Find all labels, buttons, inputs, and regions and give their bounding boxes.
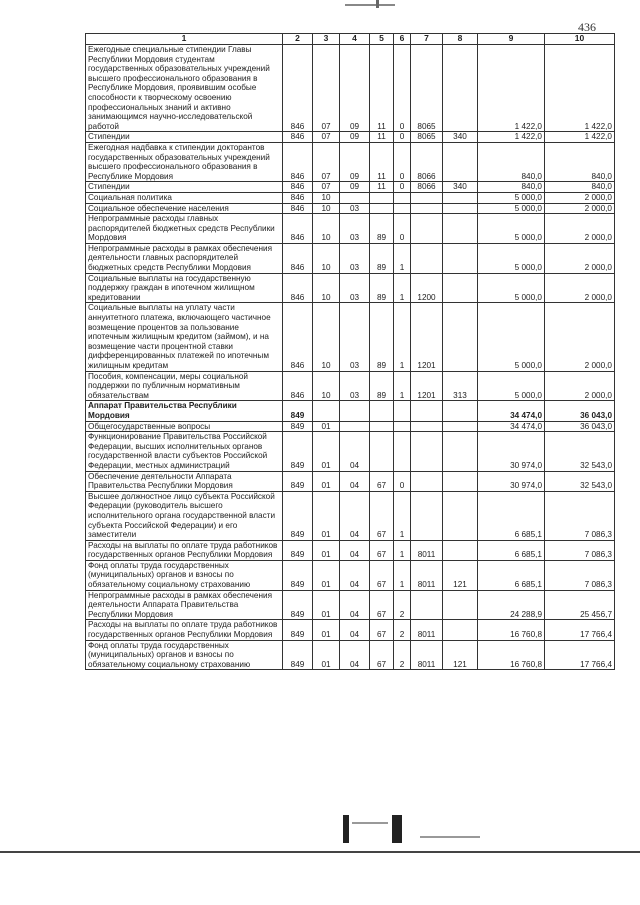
- row-code-expense-type: [443, 620, 478, 640]
- row-amount-year2: 2 000,0: [545, 273, 615, 303]
- row-amount-year1: 16 760,8: [478, 620, 545, 640]
- row-code-program: 89: [370, 371, 394, 401]
- row-amount-year1: 30 974,0: [478, 432, 545, 471]
- row-name: Расходы на выплаты по оплате труда работников государственных органов Республики Мордовия: [86, 540, 283, 560]
- row-code-admin: 849: [283, 421, 313, 432]
- row-code-subsection: 03: [340, 371, 370, 401]
- row-name: Стипендии: [86, 132, 283, 143]
- row-amount-year1: 5 000,0: [478, 303, 545, 371]
- row-amount-year2: 17 766,4: [545, 640, 615, 670]
- row-code-expense-type: 121: [443, 560, 478, 590]
- row-code-program: 11: [370, 45, 394, 132]
- row-code-item: 8065: [411, 132, 443, 143]
- row-code-expense-type: [443, 432, 478, 471]
- row-code-subsection: 09: [340, 132, 370, 143]
- row-amount-year2: 2 000,0: [545, 243, 615, 273]
- row-amount-year1: 5 000,0: [478, 192, 545, 203]
- row-code-expense-type: [443, 273, 478, 303]
- row-code-section: 01: [313, 590, 340, 620]
- row-code-item: [411, 243, 443, 273]
- row-code-subprogram: 0: [394, 142, 411, 181]
- row-code-expense-type: [443, 471, 478, 491]
- row-code-expense-type: 313: [443, 371, 478, 401]
- row-code-section: 01: [313, 560, 340, 590]
- row-amount-year1: 6 685,1: [478, 540, 545, 560]
- table-row: [86, 132, 615, 143]
- scan-artifact: [392, 815, 402, 843]
- row-amount-year2: 840,0: [545, 182, 615, 193]
- row-code-subsection: 04: [340, 620, 370, 640]
- row-code-subprogram: 0: [394, 182, 411, 193]
- row-amount-year2: 17 766,4: [545, 620, 615, 640]
- column-header: 4: [340, 34, 370, 45]
- row-code-section: 10: [313, 243, 340, 273]
- row-amount-year2: 32 543,0: [545, 471, 615, 491]
- row-amount-year1: 5 000,0: [478, 243, 545, 273]
- table-row: [86, 421, 615, 432]
- row-amount-year2: 2 000,0: [545, 371, 615, 401]
- page-bottom-rule: [0, 851, 640, 853]
- row-code-subsection: [340, 421, 370, 432]
- row-code-subsection: 04: [340, 540, 370, 560]
- row-code-admin: 849: [283, 560, 313, 590]
- row-code-section: 01: [313, 471, 340, 491]
- row-code-item: [411, 421, 443, 432]
- row-code-subsection: 04: [340, 491, 370, 540]
- row-code-section: 07: [313, 182, 340, 193]
- row-code-expense-type: [443, 192, 478, 203]
- row-code-expense-type: 121: [443, 640, 478, 670]
- row-code-admin: 846: [283, 192, 313, 203]
- row-code-subprogram: [394, 421, 411, 432]
- row-code-item: 8066: [411, 182, 443, 193]
- row-code-admin: 849: [283, 432, 313, 471]
- row-amount-year1: 1 422,0: [478, 132, 545, 143]
- row-code-subprogram: 0: [394, 45, 411, 132]
- table-row: [86, 432, 615, 471]
- row-code-subprogram: 0: [394, 132, 411, 143]
- column-header: 9: [478, 34, 545, 45]
- row-amount-year1: 5 000,0: [478, 203, 545, 214]
- row-code-item: 8011: [411, 540, 443, 560]
- row-code-expense-type: [443, 401, 478, 421]
- row-amount-year2: 32 543,0: [545, 432, 615, 471]
- row-code-subsection: 03: [340, 273, 370, 303]
- row-amount-year1: 840,0: [478, 182, 545, 193]
- row-code-subsection: 03: [340, 303, 370, 371]
- column-header: 3: [313, 34, 340, 45]
- row-code-subsection: 04: [340, 590, 370, 620]
- row-code-subsection: 03: [340, 243, 370, 273]
- column-header: 10: [545, 34, 615, 45]
- row-code-subprogram: 1: [394, 560, 411, 590]
- row-code-admin: 846: [283, 203, 313, 214]
- row-amount-year1: 34 474,0: [478, 421, 545, 432]
- row-code-expense-type: [443, 142, 478, 181]
- row-name: Непрограммные расходы в рамках обеспечения деятельности Аппарата Правительства Республики Мордовия: [86, 590, 283, 620]
- row-code-subprogram: [394, 192, 411, 203]
- row-code-subprogram: 2: [394, 590, 411, 620]
- column-header: 2: [283, 34, 313, 45]
- row-amount-year1: 24 288,9: [478, 590, 545, 620]
- row-code-subsection: 04: [340, 560, 370, 590]
- row-code-admin: 846: [283, 45, 313, 132]
- row-code-subprogram: [394, 401, 411, 421]
- row-code-program: 11: [370, 142, 394, 181]
- row-code-section: 10: [313, 214, 340, 244]
- row-amount-year1: 16 760,8: [478, 640, 545, 670]
- row-code-admin: 846: [283, 182, 313, 193]
- table-row: [86, 45, 615, 132]
- column-header: 8: [443, 34, 478, 45]
- row-amount-year2: 25 456,7: [545, 590, 615, 620]
- row-name: Обеспечение деятельности Аппарата Правительства Республики Мордовия: [86, 471, 283, 491]
- row-code-admin: 849: [283, 590, 313, 620]
- row-code-subprogram: 1: [394, 273, 411, 303]
- row-code-section: 10: [313, 303, 340, 371]
- row-name: Ежегодная надбавка к стипендии докторантов государственных образовательных учреждений высшего профессионального образования в Республике Мордовия: [86, 142, 283, 181]
- table-row: [86, 540, 615, 560]
- row-code-admin: 846: [283, 243, 313, 273]
- scan-artifact: [352, 822, 388, 824]
- row-code-admin: 849: [283, 640, 313, 670]
- row-name: Непрограммные расходы главных распорядителей бюджетных средств Республики Мордовия: [86, 214, 283, 244]
- row-code-expense-type: [443, 45, 478, 132]
- row-amount-year1: 840,0: [478, 142, 545, 181]
- row-code-item: 8011: [411, 560, 443, 590]
- row-code-subsection: 03: [340, 214, 370, 244]
- row-amount-year2: 2 000,0: [545, 203, 615, 214]
- row-amount-year2: 1 422,0: [545, 132, 615, 143]
- row-code-subprogram: 1: [394, 243, 411, 273]
- row-code-subprogram: 1: [394, 491, 411, 540]
- row-code-admin: 849: [283, 620, 313, 640]
- row-code-subprogram: 2: [394, 620, 411, 640]
- row-amount-year2: 7 086,3: [545, 491, 615, 540]
- row-code-item: [411, 401, 443, 421]
- column-header: 7: [411, 34, 443, 45]
- row-code-expense-type: [443, 203, 478, 214]
- row-code-section: 01: [313, 432, 340, 471]
- row-amount-year2: 2 000,0: [545, 214, 615, 244]
- row-name: Ежегодные специальные стипендии Главы Республики Мордовия студентам государственных образовательных учреждений высшего профессионального образования в Республике Мордовия, проявившим особые способности к творческому освоению профессиональных знаний и активно занимающимся научно-исследовательской работой: [86, 45, 283, 132]
- row-amount-year1: 30 974,0: [478, 471, 545, 491]
- row-name: Социальные выплаты на государственную поддержку граждан в ипотечном жилищном кредитовании: [86, 273, 283, 303]
- row-code-expense-type: 340: [443, 182, 478, 193]
- table-row: [86, 401, 615, 421]
- row-code-item: 8011: [411, 640, 443, 670]
- row-code-program: 11: [370, 182, 394, 193]
- table-body: [86, 45, 615, 670]
- row-amount-year1: 5 000,0: [478, 214, 545, 244]
- row-code-program: [370, 421, 394, 432]
- row-code-section: 01: [313, 540, 340, 560]
- row-amount-year1: 5 000,0: [478, 273, 545, 303]
- row-code-item: 1201: [411, 303, 443, 371]
- row-code-admin: 849: [283, 491, 313, 540]
- row-name: Фонд оплаты труда государственных (муниципальных) органов и взносы по обязательному социальному страхованию: [86, 560, 283, 590]
- row-code-section: 10: [313, 192, 340, 203]
- row-code-subprogram: 1: [394, 371, 411, 401]
- row-name: Социальное обеспечение населения: [86, 203, 283, 214]
- row-code-section: 01: [313, 421, 340, 432]
- row-code-item: [411, 192, 443, 203]
- row-code-item: [411, 214, 443, 244]
- row-code-expense-type: [443, 214, 478, 244]
- row-code-program: 89: [370, 214, 394, 244]
- row-code-program: 67: [370, 640, 394, 670]
- column-header: 5: [370, 34, 394, 45]
- row-amount-year2: 7 086,3: [545, 540, 615, 560]
- row-amount-year1: 34 474,0: [478, 401, 545, 421]
- row-code-subprogram: 0: [394, 471, 411, 491]
- row-code-admin: 846: [283, 273, 313, 303]
- row-name: Стипендии: [86, 182, 283, 193]
- table-row: [86, 203, 615, 214]
- row-code-expense-type: [443, 421, 478, 432]
- row-code-item: 8065: [411, 45, 443, 132]
- row-code-admin: 846: [283, 303, 313, 371]
- row-code-subsection: 09: [340, 142, 370, 181]
- row-code-subsection: [340, 401, 370, 421]
- row-code-subprogram: 1: [394, 303, 411, 371]
- row-code-admin: 846: [283, 132, 313, 143]
- table-row: [86, 214, 615, 244]
- row-code-item: 8066: [411, 142, 443, 181]
- row-code-admin: 846: [283, 371, 313, 401]
- row-code-subprogram: [394, 432, 411, 471]
- row-name: Высшее должностное лицо субъекта Российской Федерации (руководитель высшего исполнительного органа государственной власти субъекта Российской Федерации) и его заместители: [86, 491, 283, 540]
- row-code-admin: 849: [283, 401, 313, 421]
- table-row: [86, 471, 615, 491]
- table-row: [86, 243, 615, 273]
- row-code-program: 67: [370, 560, 394, 590]
- row-code-admin: 846: [283, 214, 313, 244]
- row-name: Аппарат Правительства Республики Мордовия: [86, 401, 283, 421]
- table-row: [86, 303, 615, 371]
- row-name: Социальные выплаты на уплату части аннуитетного платежа, включающего частичное возмещение процентов за пользование ипотечным жилищным кредитом (займом), и на возмещение части процентной ставки дифференцированных платежей по ипотечным жилищным кредитам: [86, 303, 283, 371]
- row-amount-year1: 1 422,0: [478, 45, 545, 132]
- table-row: [86, 273, 615, 303]
- row-code-item: [411, 471, 443, 491]
- row-code-item: 1200: [411, 273, 443, 303]
- table-row: [86, 590, 615, 620]
- row-code-section: 01: [313, 640, 340, 670]
- table-row: [86, 142, 615, 181]
- row-code-section: 10: [313, 203, 340, 214]
- row-code-item: [411, 491, 443, 540]
- scan-mark: [376, 0, 379, 8]
- row-code-program: [370, 432, 394, 471]
- row-code-item: 8011: [411, 620, 443, 640]
- row-code-program: 67: [370, 590, 394, 620]
- row-code-program: 67: [370, 540, 394, 560]
- table-row: [86, 560, 615, 590]
- row-code-subsection: 09: [340, 182, 370, 193]
- page-number: 436: [578, 20, 596, 34]
- row-code-item: [411, 590, 443, 620]
- row-code-item: [411, 203, 443, 214]
- scan-artifact: [420, 836, 480, 838]
- row-code-section: 01: [313, 491, 340, 540]
- row-code-subsection: 09: [340, 45, 370, 132]
- row-code-section: 01: [313, 620, 340, 640]
- row-code-admin: 849: [283, 540, 313, 560]
- row-code-section: 07: [313, 132, 340, 143]
- scan-mark: [345, 4, 395, 6]
- column-header: 6: [394, 34, 411, 45]
- row-code-section: 10: [313, 371, 340, 401]
- row-code-subprogram: 1: [394, 540, 411, 560]
- row-amount-year2: 2 000,0: [545, 303, 615, 371]
- row-code-subprogram: [394, 203, 411, 214]
- row-code-expense-type: [443, 243, 478, 273]
- row-code-program: 89: [370, 303, 394, 371]
- row-name: Функционирование Правительства Российской Федерации, высших исполнительных органов государственной власти субъектов Российской Федерации, местных администраций: [86, 432, 283, 471]
- row-amount-year1: 5 000,0: [478, 371, 545, 401]
- row-name: Пособия, компенсации, меры социальной поддержки по публичным нормативным обязательствам: [86, 371, 283, 401]
- row-name: Расходы на выплаты по оплате труда работников государственных органов Республики Мордовия: [86, 620, 283, 640]
- row-code-section: 07: [313, 45, 340, 132]
- row-code-subprogram: 2: [394, 640, 411, 670]
- row-amount-year2: 36 043,0: [545, 401, 615, 421]
- row-code-subsection: 04: [340, 640, 370, 670]
- row-code-admin: 846: [283, 142, 313, 181]
- row-code-section: 07: [313, 142, 340, 181]
- row-code-subsection: 03: [340, 203, 370, 214]
- row-name: Непрограммные расходы в рамках обеспечения деятельности главных распорядителей бюджетных средств Республики Мордовия: [86, 243, 283, 273]
- row-amount-year2: 840,0: [545, 142, 615, 181]
- row-code-expense-type: [443, 590, 478, 620]
- table-header-row: [86, 34, 615, 45]
- row-amount-year2: 7 086,3: [545, 560, 615, 590]
- row-code-program: [370, 203, 394, 214]
- row-code-program: 67: [370, 471, 394, 491]
- row-amount-year2: 2 000,0: [545, 192, 615, 203]
- row-code-program: 89: [370, 243, 394, 273]
- row-code-expense-type: [443, 540, 478, 560]
- table-row: [86, 192, 615, 203]
- row-code-program: [370, 401, 394, 421]
- row-amount-year2: 1 422,0: [545, 45, 615, 132]
- table-row: [86, 640, 615, 670]
- column-header: 1: [86, 34, 283, 45]
- row-code-program: 67: [370, 491, 394, 540]
- row-amount-year2: 36 043,0: [545, 421, 615, 432]
- table-row: [86, 371, 615, 401]
- scan-artifact: [343, 815, 349, 843]
- row-code-subsection: 04: [340, 432, 370, 471]
- row-name: Общегосударственные вопросы: [86, 421, 283, 432]
- row-amount-year1: 6 685,1: [478, 491, 545, 540]
- row-code-program: [370, 192, 394, 203]
- table-row: [86, 182, 615, 193]
- row-code-item: [411, 432, 443, 471]
- row-code-expense-type: 340: [443, 132, 478, 143]
- row-code-admin: 849: [283, 471, 313, 491]
- row-code-subprogram: 0: [394, 214, 411, 244]
- table-row: [86, 491, 615, 540]
- budget-table: [85, 33, 615, 670]
- row-code-section: [313, 401, 340, 421]
- row-name: Фонд оплаты труда государственных (муниципальных) органов и взносы по обязательному социальному страхованию: [86, 640, 283, 670]
- row-amount-year1: 6 685,1: [478, 560, 545, 590]
- row-code-subsection: [340, 192, 370, 203]
- row-code-section: 10: [313, 273, 340, 303]
- row-code-expense-type: [443, 303, 478, 371]
- row-code-program: 89: [370, 273, 394, 303]
- row-code-subsection: 04: [340, 471, 370, 491]
- row-code-program: 67: [370, 620, 394, 640]
- row-name: Социальная политика: [86, 192, 283, 203]
- row-code-item: 1201: [411, 371, 443, 401]
- table-row: [86, 620, 615, 640]
- row-code-expense-type: [443, 491, 478, 540]
- row-code-program: 11: [370, 132, 394, 143]
